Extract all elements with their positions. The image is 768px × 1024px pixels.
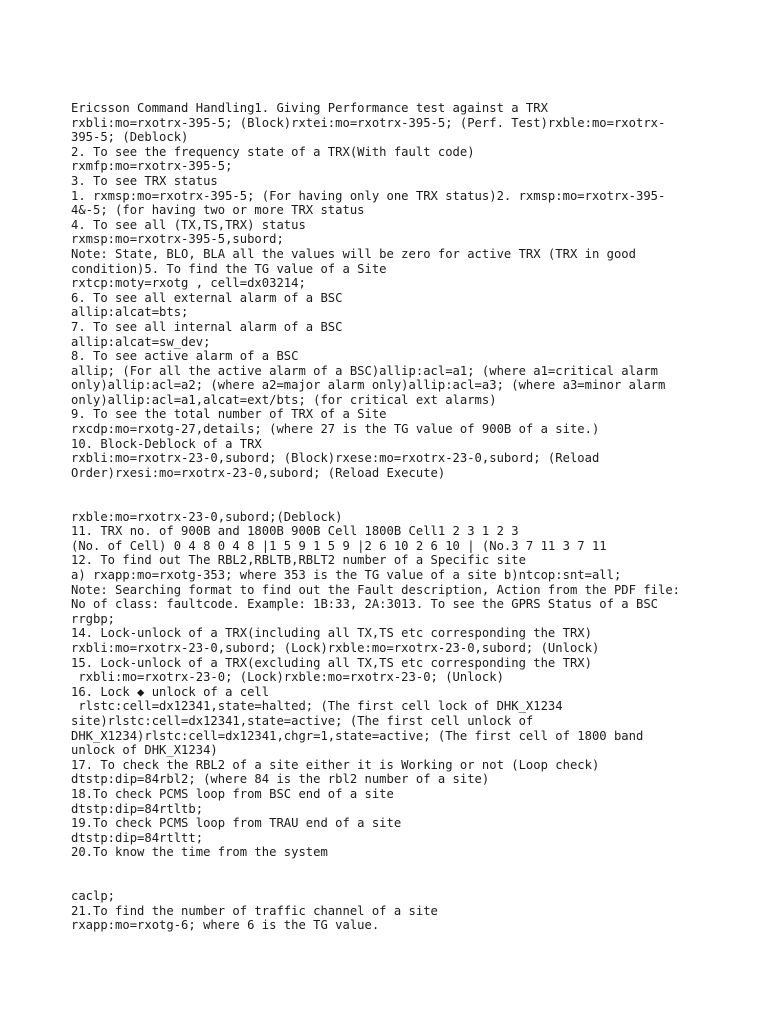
text-line: 19.To check PCMS loop from TRAU end of a site <box>71 816 402 831</box>
text-line: 8. To see active alarm of a BSC <box>71 349 299 364</box>
text-line: 395-5; (Deblock) <box>71 130 189 145</box>
text-line: Order)rxesi:mo=rxotrx-23-0,subord; (Reload Execute) <box>71 465 446 480</box>
text-block-2 <box>71 510 761 860</box>
text-line: 1. rxmsp:mo=rxotrx-395-5; (For having only one TRX status)2. rxmsp:mo=rxotrx-395- <box>71 188 666 203</box>
text-line: dtstp:dip=84rbl2; (where 84 is the rbl2 number of a site) <box>71 772 490 787</box>
text-line: 9. To see the total number of TRX of a Site <box>71 407 387 422</box>
text-line: 20.To know the time from the system <box>71 845 328 860</box>
text-line: 3. To see TRX status <box>71 173 218 188</box>
text-line: DHK_X1234)rlstc:cell=dx12341,chgr=1,state=active; (The first cell of 1800 band <box>71 728 644 743</box>
text-line: a) rxapp:mo=rxotg-353; where 353 is the TG value of a site b)ntcop:snt=all; <box>71 568 622 582</box>
text-line: 2. To see the frequency state of a TRX(With fault code) <box>71 144 475 159</box>
text-line: rrgbp; <box>71 611 116 626</box>
blank-gap <box>71 480 761 509</box>
text-line: allip:alcat=bts; <box>71 305 189 320</box>
text-line: rlstc:cell=dx12341,state=halted; (The first cell lock of DHK_X1234 <box>71 699 563 714</box>
text-line: Note: Searching format to find out the Fault description, Action from the PDF file: <box>71 582 681 597</box>
text-line: rxapp:mo=rxotg-6; where 6 is the TG value. <box>71 918 380 933</box>
text-line: rxcdp:mo=rxotg-27,details; (where 27 is the TG value of 900B of a site.) <box>71 422 600 437</box>
text-line: 12. To find out The RBL2,RBLTB,RBLT2 number of a Specific site <box>71 553 526 568</box>
text-line: rxmsp:mo=rxotrx-395-5,subord; <box>71 232 284 247</box>
document-page <box>71 101 761 933</box>
text-line: Ericsson Command Handling1. Giving Performance test against a TRX <box>71 101 548 115</box>
text-line: only)allip:acl=a1,alcat=ext/bts; (for critical ext alarms) <box>71 392 497 407</box>
text-line: Note: State, BLO, BLA all the values will be zero for active TRX (TRX in good <box>71 246 636 261</box>
text-line: allip:alcat=sw_dev; <box>71 334 211 349</box>
text-line: allip; (For all the active alarm of a BSC)allip:acl=a1; (where a1=critical alarm <box>71 363 658 378</box>
text-line: 6. To see all external alarm of a BSC <box>71 290 343 305</box>
text-block-1 <box>71 101 761 480</box>
text-line: rxtcp:moty=rxotg , cell=dx03214; <box>71 276 306 291</box>
text-line: 11. TRX no. of 900B and 1800B 900B Cell 1800B Cell1 2 3 1 2 3 <box>71 524 519 539</box>
text-line: dtstp:dip=84rtltt; <box>71 830 204 845</box>
text-line: dtstp:dip=84rtltb; <box>71 801 204 816</box>
text-line: site)rlstc:cell=dx12341,state=active; (The first cell unlock of <box>71 713 534 728</box>
text-line: (No. of Cell) 0 4 8 0 4 8 |1 5 9 1 5 9 |2 6 10 2 6 10 | (No.3 7 11 3 7 11 <box>71 538 607 553</box>
text-line: 17. To check the RBL2 of a site either it is Working or not (Loop check) <box>71 757 600 772</box>
text-line: rxbli:mo=rxotrx-23-0,subord; (Lock)rxble:mo=rxotrx-23-0,subord; (Unlock) <box>71 640 600 655</box>
text-line: 10. Block-Deblock of a TRX <box>71 436 262 451</box>
text-line: 7. To see all internal alarm of a BSC <box>71 319 343 334</box>
text-block-3 <box>71 889 761 933</box>
text-line: 21.To find the number of traffic channel of a site <box>71 903 438 918</box>
text-line: rxmfp:mo=rxotrx-395-5; <box>71 159 233 174</box>
text-line: rxbli:mo=rxotrx-23-0,subord; (Block)rxese:mo=rxotrx-23-0,subord; (Reload <box>71 451 600 466</box>
text-line: 14. Lock-unlock of a TRX(including all TX,TS etc corresponding the TRX) <box>71 626 592 641</box>
text-line: 18.To check PCMS loop from BSC end of a site <box>71 786 394 801</box>
blank-gap <box>71 860 761 889</box>
text-line: only)allip:acl=a2; (where a2=major alarm only)allip:acl=a3; (where a3=minor alarm <box>71 378 666 393</box>
text-line: unlock of DHK_X1234) <box>71 743 218 758</box>
text-line: 15. Lock-unlock of a TRX(excluding all TX,TS etc corresponding the TRX) <box>71 655 592 670</box>
text-line: 16. Lock ◆ unlock of a cell <box>71 684 270 699</box>
text-line: condition)5. To find the TG value of a Site <box>71 261 387 276</box>
text-line: rxble:mo=rxotrx-23-0,subord;(Deblock) <box>71 509 343 524</box>
text-line: 4&-5; (for having two or more TRX status <box>71 203 365 218</box>
text-line: 4. To see all (TX,TS,TRX) status <box>71 217 306 232</box>
text-line: caclp; <box>71 889 116 904</box>
text-line: rxbli:mo=rxotrx-23-0; (Lock)rxble:mo=rxotrx-23-0; (Unlock) <box>71 670 504 685</box>
text-line: rxbli:mo=rxotrx-395-5; (Block)rxtei:mo=rxotrx-395-5; (Perf. Test)rxble:mo=rxotrx- <box>71 115 666 130</box>
text-line: No of class: faultcode. Example: 1B:33, 2A:3013. To see the GPRS Status of a BSC <box>71 597 658 612</box>
